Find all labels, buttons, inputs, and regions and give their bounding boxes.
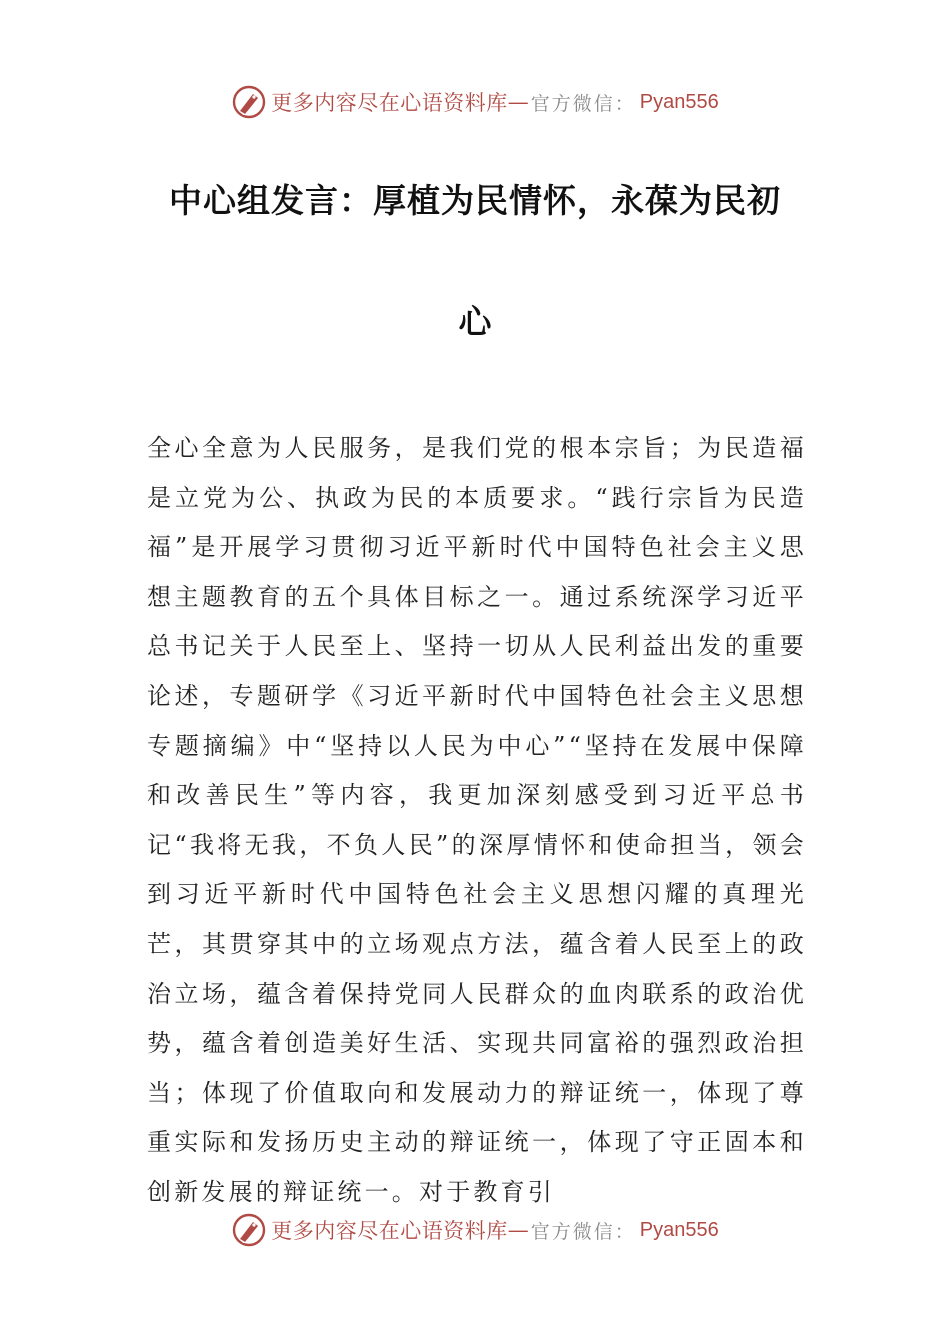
watermark-wechat-label: 官方微信： bbox=[530, 1220, 636, 1243]
watermark-wechat-id: Pyan556 bbox=[639, 1218, 719, 1241]
page-title: 中心组发言：厚植为民情怀，永葆为民初 bbox=[169, 181, 781, 220]
pen-nib-circle-icon bbox=[231, 1212, 267, 1248]
watermark-site-name: 更多内容尽在心语资料库 bbox=[271, 1219, 508, 1243]
watermark-banner-bottom bbox=[0, 1210, 950, 1250]
body-paragraph: 全心全意为人民服务，是我们党的根本宗旨；为民造福是立党为公、执政为民的本质要求。“践行宗旨为民造福”是开展学习贯彻习近平新时代中国特色社会主义思想主题教育的五个具体目标之一。通过系统深学习近平总书记关于人民至上、坚持一切从人民利益出发的重要论述，专题研学《习近平新时代中国特色社会主义思想专题摘编》中“坚持以人民为中心”“坚持在发展中保障和改善民生”等内容，我更加深刻感受到习近平总书记“我将无我，不负人民”的深厚情怀和使命担当，领会到习近平新时代中国特色社会主义思想闪耀的真理光芒，其贯穿其中的立场观点方法，蕴含着人民至上的政治立场，蕴含着保持党同人民群众的血肉联系的政治优势，蕴含着创造美好生活、实现共同富裕的强烈政治担当；体现了价值取向和发展动力的辩证统一，体现了尊重实际和发扬历史主动的辩证统一，体现了守正固本和创新发展的辩证统一。对于教育引 bbox=[147, 434, 807, 1206]
watermark-site-name: 更多内容尽在心语资料库 bbox=[271, 91, 508, 115]
watermark-wechat-id: Pyan556 bbox=[639, 90, 719, 113]
pen-nib-circle-icon bbox=[231, 84, 267, 120]
watermark-separator: — bbox=[507, 1218, 529, 1242]
watermark-separator: — bbox=[507, 90, 529, 114]
watermark-banner-top bbox=[0, 82, 950, 122]
page-title-continued: 心 bbox=[458, 302, 492, 341]
watermark-wechat-label: 官方微信： bbox=[530, 92, 636, 115]
